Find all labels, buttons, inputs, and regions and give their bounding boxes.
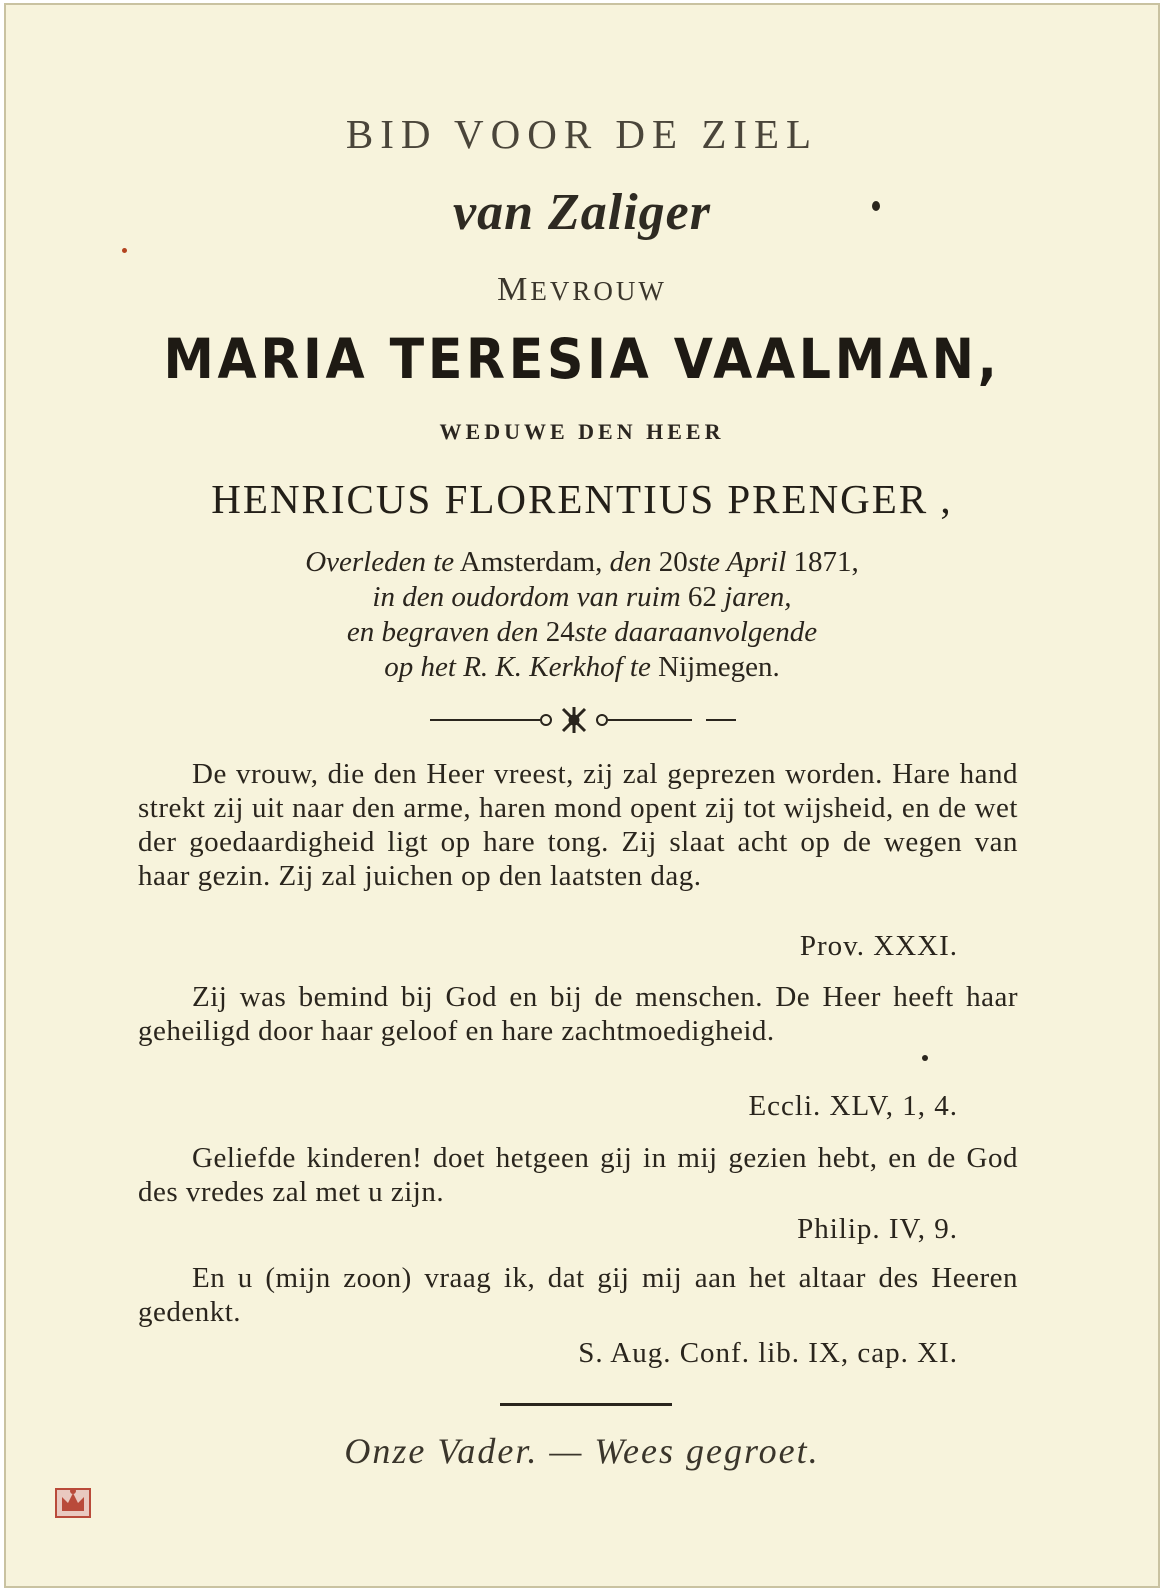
death-line-1-d: 20 [651,546,688,578]
death-line-1-c: den [609,546,652,578]
paragraph-2: Zij was bemind bij God en bij de menschen. De Heer heeft haar geheiligd door haar geloof en hare zachtmoedigheid. [138,981,1018,1047]
title-prefix-rest: EVROUW [530,276,667,306]
archive-logo-icon [52,1483,94,1523]
death-line-2-a: in den oudordom van ruim [372,581,681,613]
deceased-name: MARIA TERESIA VAALMAN, [163,327,1001,391]
death-line-1 [6,545,1158,580]
husband-name: HENRICUS FLORENTIUS PRENGER , [211,476,953,522]
reference-1: Prov. XXXI. [799,930,958,962]
death-line-3-c: ste daaraanvolgende [574,616,818,648]
header-text: BID VOOR DE ZIEL [345,111,819,157]
death-line-1-f: 1871, [786,546,859,578]
paragraph-1: De vrouw, die den Heer vreest, zij zal geprezen worden. Hare hand strekt zij uit naar den arme, haren mond opent zij tot wijsheid, en de wet der goedaardigheid ligt op hare tong. Zij slaat acht op de wegen van haar gezin. Zij zal juichen op den laatsten dag. [138,758,1018,892]
death-line-3-b: 24 [538,616,575,648]
death-line-3 [6,615,1158,650]
prayer-text: Onze Vader. — Wees gegroet. [344,1431,820,1471]
death-line-3-a: en begraven den [346,616,539,648]
title-prefix [6,271,1158,309]
title-prefix-cap: M [497,271,531,308]
paragraph-3: Geliefde kinderen! doet hetgeen gij in mij gezien hebt, en de God des vredes zal met u zijn. [138,1142,1018,1208]
bottom-rule [500,1403,672,1406]
reference-3: Philip. IV, 9. [797,1213,958,1245]
death-line-4 [6,650,1158,685]
death-line-4-a: op het R. K. Kerkhof te [384,651,651,683]
ink-spot [122,248,127,253]
subheader-text: van Zaliger [453,184,711,241]
ink-spot [922,1055,928,1061]
death-line-4-b: Nijmegen. [650,651,780,683]
death-line-1-e: ste April [687,546,787,578]
death-line-2-c: jaren, [724,581,792,613]
fleuron-divider-icon [430,703,740,737]
reference-2: Eccli. XLV, 1, 4. [748,1090,958,1122]
reference-4: S. Aug. Conf. lib. IX, cap. XI. [578,1337,958,1369]
ink-spot [872,201,880,211]
death-line-2-b: 62 [680,581,725,613]
death-line-1-b: Amsterdam, [454,546,610,578]
death-line-1-a: Overleden te [305,546,455,578]
paragraph-4: En u (mijn zoon) vraag ik, dat gij mij aan het altaar des Heeren gedenkt. [138,1262,1018,1328]
death-line-2 [6,580,1158,615]
relation-text: WEDUWE DEN HEER [439,419,725,444]
memorial-card [4,3,1160,1588]
